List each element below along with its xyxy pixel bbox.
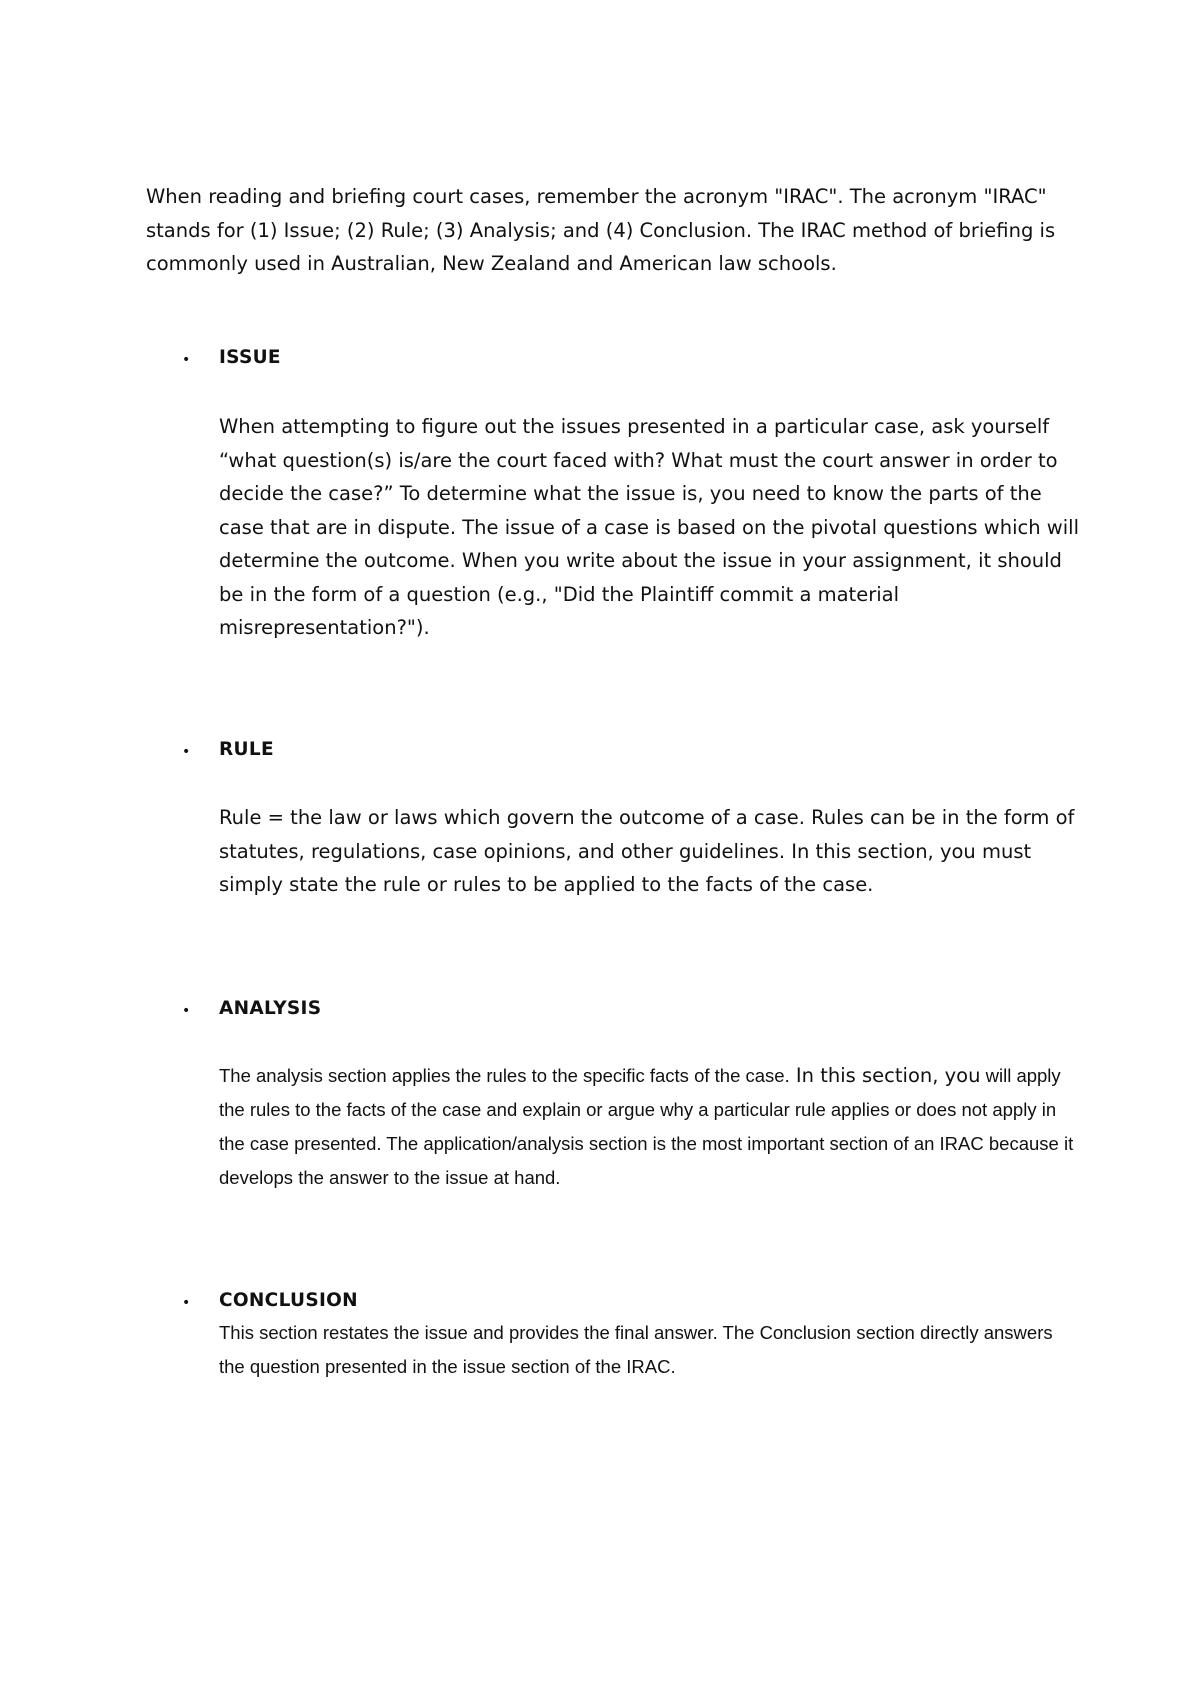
section-heading-issue: ISSUE	[219, 347, 281, 368]
section-body-conclusion: This section restates the issue and provides the final answer. The Conclusion section directly answers the question presented in the issue section of the IRAC.	[219, 1322, 1053, 1377]
section-heading-analysis: ANALYSIS	[219, 998, 322, 1019]
bullet-icon: •	[182, 352, 191, 368]
analysis-body-part3: will apply the rules to the facts of the case and explain or argue why a particular rule applies or does not apply in the case presented. The application/analysis section is the most important section of an IRAC because it develops the answer to the issue at hand.	[219, 1065, 1074, 1188]
bullet-icon: •	[182, 744, 191, 760]
section-body-issue: When attempting to figure out the issues presented in a particular case, ask yourself “what question(s) is/are the court faced with? What must the court answer in order to decide the case?” To determine what the issue is, you need to know the parts of the case that are in dispute. The issue of a case is based on the pivotal questions which will determine the outcome. When you write about the issue in your assignment, it should be in the form of a question (e.g., "Did the Plaintiff commit a material misrepresentation?").	[219, 415, 1079, 639]
section-heading-conclusion: CONCLUSION	[219, 1290, 358, 1311]
section-body-rule: Rule = the law or laws which govern the outcome of a case. Rules can be in the form of statutes, regulations, case opinions, and other guidelines. In this section, you must simply state the rule or rules to be applied to the facts of the case.	[219, 806, 1075, 896]
intro-paragraph: When reading and briefing court cases, remember the acronym "IRAC". The acronym "IRAC" stands for (1) Issue; (2) Rule; (3) Analysis; and (4) Conclusion. The IRAC method of briefing is commonly used in Australian, New Zealand and American law schools.	[146, 185, 1056, 275]
analysis-body-part1: The analysis section applies the rules to the specific facts of the case.	[219, 1065, 790, 1086]
analysis-body-part2: In this section, you	[789, 1064, 981, 1087]
section-heading-rule: RULE	[219, 739, 274, 760]
bullet-icon: •	[182, 1003, 191, 1019]
section-body-analysis	[219, 1059, 1079, 1195]
bullet-icon: •	[182, 1295, 191, 1311]
